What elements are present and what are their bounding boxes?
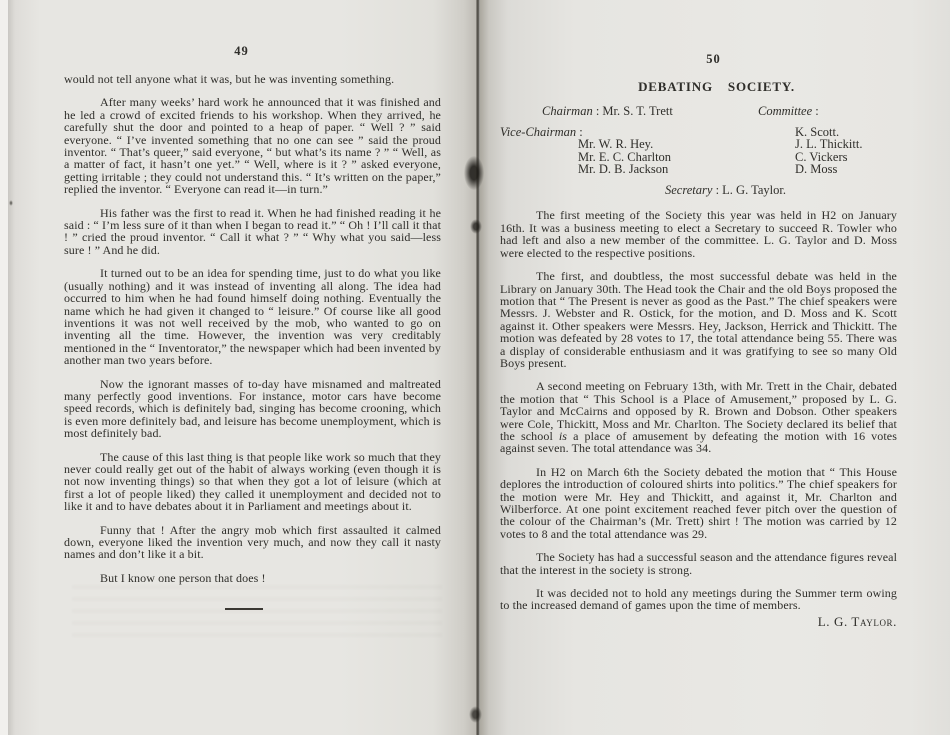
paragraph: It was decided not to hold any meetings during the Summer term owing to the increased demand of games upon the time of members.	[500, 586, 897, 613]
section-end-rule	[225, 608, 263, 610]
left-page-text	[64, 73, 441, 610]
committee-member: J. L. Thickitt.	[795, 137, 863, 152]
paragraph	[500, 380, 897, 454]
page-number: 50	[706, 52, 721, 66]
emphasized-word: is	[558, 428, 568, 443]
vice-chairman-colon: :	[576, 124, 583, 139]
paragraph: It turned out to be an idea for spending time, just to do what you like (usually nothing) and it was instead of inventing all along. The idea had occurred to him when he had found himself doing nothing. Eventually the name which he had given it changed to “ leisure.” Of course like all good inventions it was not well received by the mob, who wanted to go on inventing all the time. However, the invention was very creditably mentioned in the “ Inventorator,” the newspaper which had been invented by another man two years before.	[64, 266, 441, 368]
officers-row	[500, 105, 897, 118]
committee-member: C. Vickers	[795, 149, 848, 164]
chairman-label: Chairman	[542, 104, 593, 118]
committee-heading	[758, 105, 897, 118]
officers-row	[500, 151, 897, 164]
paragraph: After many weeks’ hard work he announced that it was finished and he led a crowd of excited friends to his workshop. When they arrived, he carefully shut the door and pointed to a heap of paper. “ Well ? ” said everyone. “ I’ve invented something that no one can see ” said the proud inventor. “ That’s queer,” said everyone, “ but what’s its name ? ” “ Well, as a matter of fact, it hasn’t one yet.” “ Well, where is it ? ” asked everyone, getting irritable ; they could not understand this. “ It’s written on the paper,” replied the inventor. “ Everyone can read it—in turn.”	[64, 95, 441, 197]
secretary-name: : L. G. Taylor.	[712, 182, 786, 197]
binding-blob	[469, 706, 482, 723]
officers-list	[500, 105, 897, 196]
paragraph: Now the ignorant masses of to-day have misnamed and maltreated many perfectly good inventions. For instance, motor cars have become speed records, which is definitely bad, singing has become crooning, which is even more definitely bad, and leisure has become unemployment, which is most definitely bad.	[64, 376, 441, 441]
paragraph: The cause of this last thing is that people like work so much that they never could really get out of the habit of always working (even though it is not now inventing things) so that when they got a lot of leisure (which at first a lot of people liked) they called it unemployment and decided not to like it and to have debates about it in Parliament and meetings about it.	[64, 449, 441, 514]
paragraph-segment: A second meeting on February 13th, with Mr. Trett in the Chair, debated the motion that “ This School is a Place of Amusement,” proposed by L. G. Taylor and McCairns and opposed by R. Brown and Dobson. Other speakers were Cole, Thickitt, Moss and Mr. Charlton. The Society declared its belief that the school	[500, 379, 897, 443]
vice-chairman-label: Vice-Chairman	[500, 124, 577, 139]
secretary-entry	[527, 184, 924, 197]
section-title: DEBATING SOCIETY.	[638, 79, 795, 94]
vice-chairman-member: Mr. W. R. Hey.	[578, 137, 654, 152]
binding-blob	[464, 156, 484, 190]
committee-member: D. Moss	[795, 162, 838, 177]
right-page	[480, 0, 950, 735]
paragraph: His father was the first to read it. When he had finished reading it he said : “ I’m less sure of it than when I began to read it.” “ Oh ! I’ll call it that ! ” cried the proud inventor. “ Call it what ? ” “ Why what you said—less sure ! ” And he did.	[64, 205, 441, 257]
committee-colon: :	[812, 104, 819, 118]
right-page-text	[500, 209, 897, 611]
paragraph: would not tell anyone what it was, but he was inventing something.	[64, 72, 395, 86]
binding-gutter-line	[476, 0, 480, 735]
committee-label: Committee	[758, 104, 813, 118]
scan-speck	[9, 200, 13, 206]
committee-member: K. Scott.	[795, 124, 840, 139]
paragraph: The first meeting of the Society this year was held in H2 on January 16th. It was a business meeting to elect a Secretary to succeed R. Towler who had left and also a new member of the committee. L. G. Taylor and D. Moss were elected to the respective positions.	[500, 208, 897, 260]
chairman-entry	[500, 105, 758, 118]
chairman-name: : Mr. S. T. Trett	[592, 104, 673, 118]
secretary-label: Secretary	[665, 182, 713, 197]
paragraph: Funny that ! After the angry mob which first assaulted it calmed down, everyone liked the invention very much, and now they call it nasty names and don’t like it a bit.	[64, 522, 441, 562]
paragraph: But I know one person that does !	[100, 570, 266, 585]
officers-row	[500, 163, 897, 176]
left-page	[8, 0, 478, 735]
paragraph: The Society has had a successful season and the attendance figures reveal that the interest in the society is strong.	[500, 550, 897, 577]
paragraph: In H2 on March 6th the Society debated the motion that “ This House deplores the introduction of coloured shirts into politics.” The chief speakers for the motion were Mr. Hey and Thickitt, and against it, Mr. Charlton and Wilberforce. At one point excitement reached fever pitch over the question of the colour of the Chairman’s (Mr. Trett) shirt ! The motion was carried by 12 votes to 8 and the total attendance was 29.	[500, 464, 897, 541]
vice-chairman-member: Mr. D. B. Jackson	[578, 162, 669, 177]
vice-chairman-member: Mr. E. C. Charlton	[578, 149, 672, 164]
officers-row	[500, 138, 897, 151]
paragraph-segment: a place of amusement by defeating the motion with 16 votes against seven. The total attendance was 34.	[500, 428, 898, 456]
binding-blob	[470, 219, 482, 234]
author-signature: L. G. Taylor.	[817, 613, 897, 629]
page-number: 49	[234, 44, 249, 58]
paragraph: The first, and doubtless, the most successful debate was held in the Library on January 30th. The Head took the Chair and the old Boys proposed the motion that “ The Present is never as good as the Past.” The chief speakers were Messrs. J. Webster and R. Ostick, for the motion, and D. Moss and K. Scott against it. Other speakers were Messrs. Hey, Jackson, Herrick and Thickitt. The motion was defeated by 28 votes to 17, the total attendance being 55. There was a display of considerable enthusiasm and it was gratifying to see so many Old Boys present.	[500, 269, 897, 370]
